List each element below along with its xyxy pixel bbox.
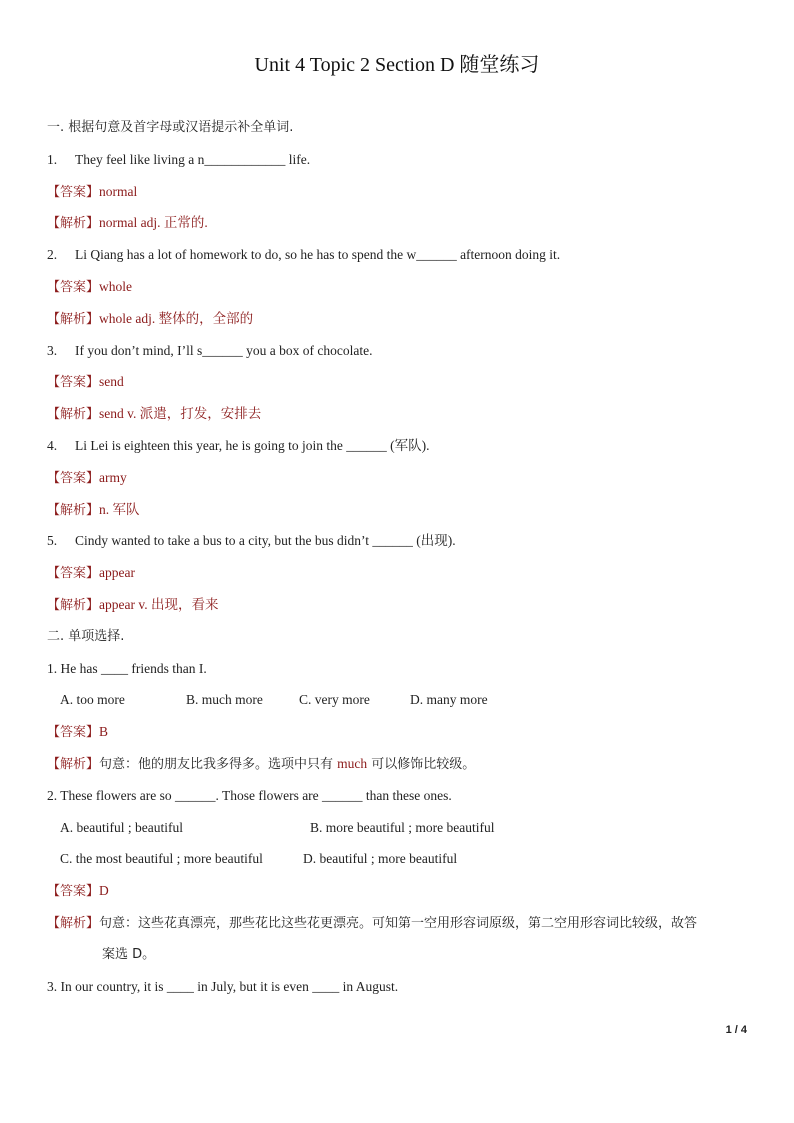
explain-tag: 【解析】 (47, 757, 100, 772)
answer-3 (47, 372, 124, 393)
explain-tag: 【解析】 (47, 503, 100, 518)
mc1-explain (47, 754, 475, 775)
answer-5 (47, 563, 135, 584)
answer-tag: 【答案】 (47, 884, 100, 899)
answer-text: appear (99, 565, 135, 580)
explain-tag: 【解析】 (47, 407, 100, 422)
answer-text: D (99, 883, 109, 898)
explain-keyword: much (337, 756, 368, 771)
mc2-option-b: B. more beautiful ; more beautiful (310, 820, 495, 835)
explain-text-line1: 句意：这些花真漂亮，那些花比这些花更漂亮。可知第一空用形容词原级，第二空用形容词比较级，故答 (99, 916, 698, 931)
explain-tag: 【解析】 (47, 916, 100, 931)
explain-3 (47, 404, 261, 425)
answer-tag: 【答案】 (47, 185, 100, 200)
explain-4 (47, 500, 140, 521)
explain-text: normal adj. 正常的. (99, 215, 208, 230)
mc1-option-d: D. many more (410, 692, 488, 707)
mc-question-2: 2. These flowers are so ______. Those flowers are ______ than these ones. (47, 788, 452, 803)
answer-4 (47, 468, 127, 489)
mc2-explain-line2: 案选 D。 (102, 947, 156, 962)
explain-1 (47, 213, 208, 234)
question-number: 1. (47, 152, 58, 167)
explain-tag: 【解析】 (47, 312, 100, 327)
question-number: 4. (47, 438, 58, 453)
answer-2 (47, 277, 132, 298)
explain-text-a: 句意：他的朋友比我多得多。选项中只有 (99, 757, 338, 772)
answer-text: whole (99, 279, 133, 294)
explain-2 (47, 309, 253, 330)
section2-heading: 二. 单项选择. (47, 629, 125, 644)
question-text: Cindy wanted to take a bus to a city, but the bus didn’t ______ (出现). (75, 533, 456, 548)
mc1-option-b: B. much more (186, 692, 263, 707)
explain-tag: 【解析】 (47, 598, 100, 613)
explain-text-b: 可以修饰比较级。 (367, 757, 476, 772)
answer-tag: 【答案】 (47, 566, 100, 581)
answer-tag: 【答案】 (47, 280, 100, 295)
question-1 (47, 150, 310, 170)
answer-tag: 【答案】 (47, 471, 100, 486)
answer-1 (47, 182, 137, 203)
explain-text: n. 军队 (99, 502, 140, 517)
section1-heading: 一. 根据句意及首字母或汉语提示补全单词. (47, 120, 294, 135)
mc2-explain (47, 913, 697, 934)
mc1-option-c: C. very more (299, 692, 370, 707)
mc2-option-c: C. the most beautiful ; more beautiful (60, 851, 263, 866)
question-5 (47, 531, 456, 551)
question-number: 5. (47, 533, 58, 548)
question-text: Li Lei is eighteen this year, he is going to join the ______ (军队). (75, 438, 430, 453)
question-2 (47, 245, 560, 265)
explain-5 (47, 595, 219, 616)
page-title: Unit 4 Topic 2 Section D 随堂练习 (254, 54, 540, 76)
answer-text: normal (99, 184, 138, 199)
question-number: 2. (47, 247, 58, 262)
question-3 (47, 341, 372, 361)
question-text: If you don’t mind, I’ll s______ you a box of chocolate. (75, 343, 373, 358)
answer-tag: 【答案】 (47, 725, 100, 740)
mc-question-3: 3. In our country, it is ____ in July, but it is even ____ in August. (47, 979, 399, 994)
question-4 (47, 436, 430, 456)
mc1-answer (47, 722, 108, 743)
question-number: 3. (47, 343, 58, 358)
explain-text: appear v. 出现，看来 (99, 597, 219, 612)
question-text: They feel like living a n____________ life. (75, 152, 311, 167)
explain-text: send v. 派遣，打发，安排去 (99, 406, 262, 421)
mc2-option-a: A. beautiful ; beautiful (60, 820, 183, 835)
explain-tag: 【解析】 (47, 216, 100, 231)
mc1-option-a: A. too more (60, 692, 125, 707)
answer-tag: 【答案】 (47, 375, 100, 390)
mc2-option-d: D. beautiful ; more beautiful (303, 851, 458, 866)
answer-text: send (99, 374, 124, 389)
page-number: 1 / 4 (725, 1024, 747, 1036)
answer-text: army (99, 470, 127, 485)
question-text: Li Qiang has a lot of homework to do, so he has to spend the w______ afternoon doing it. (75, 247, 561, 262)
mc2-answer (47, 881, 109, 902)
answer-text: B (99, 724, 109, 739)
mc-question-1: 1. He has ____ friends than I. (47, 661, 207, 676)
explain-text: whole adj. 整体的，全部的 (99, 311, 254, 326)
